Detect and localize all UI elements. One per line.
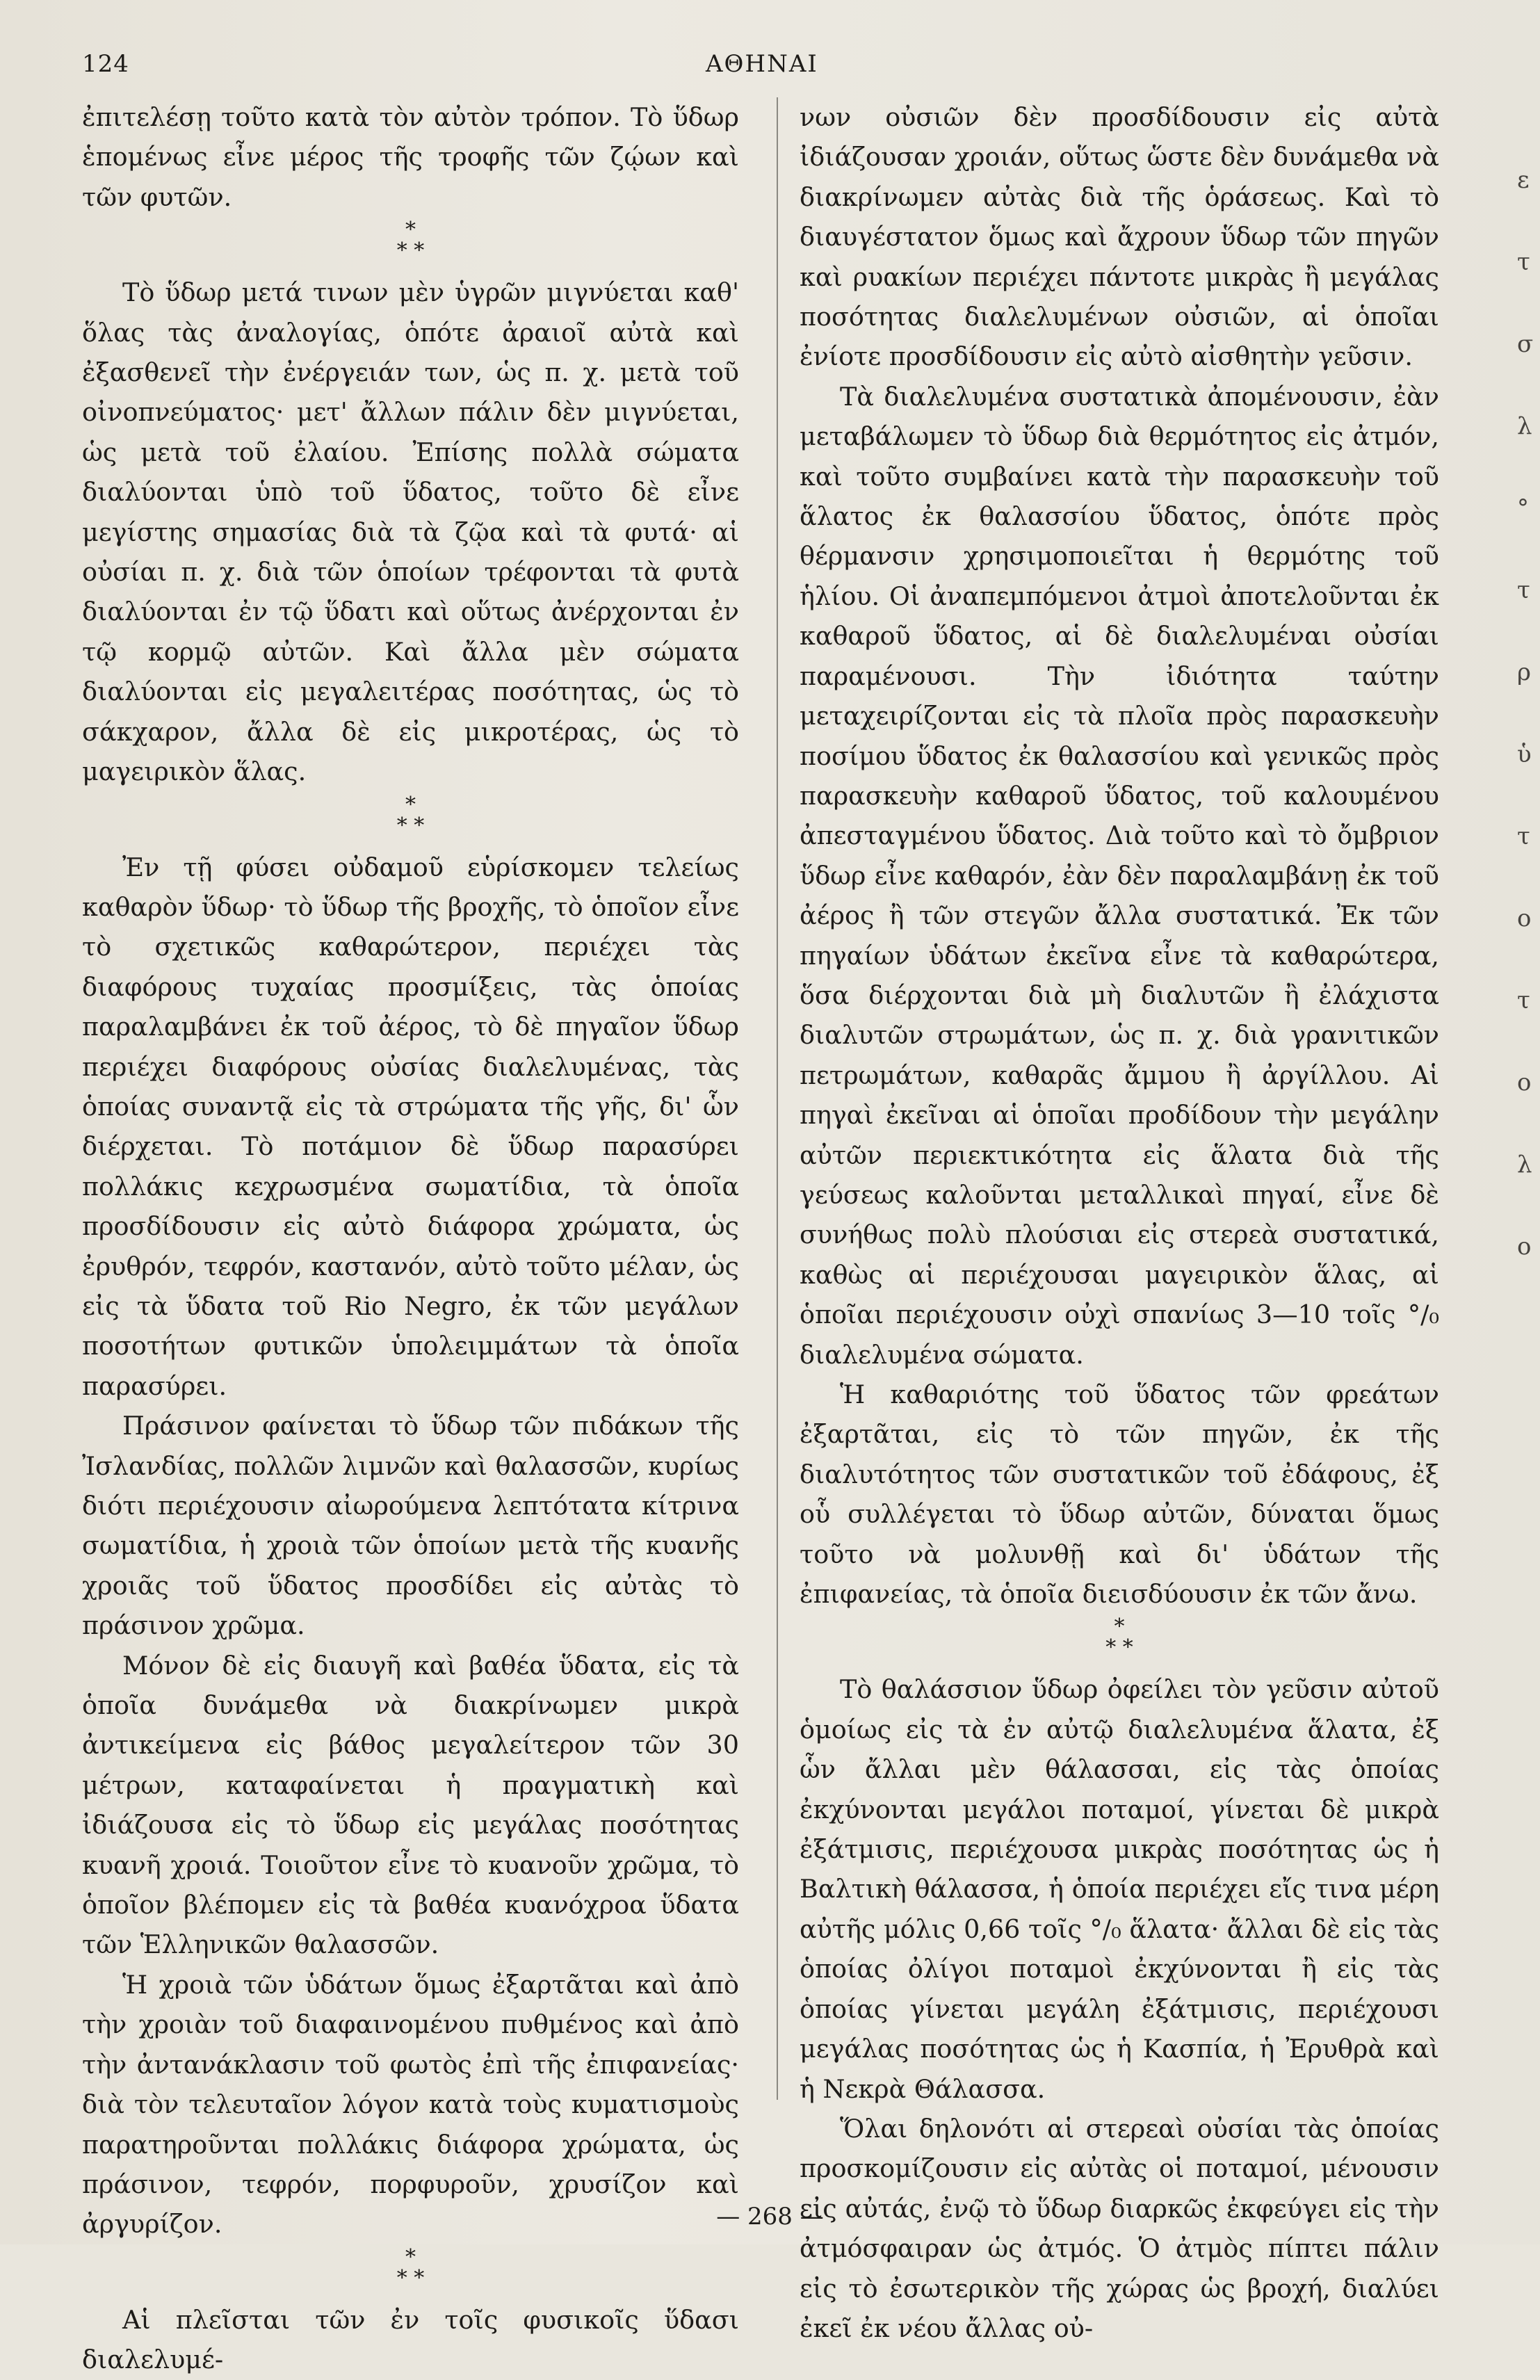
footer-page-number: — 268 — xyxy=(716,2203,824,2231)
paragraph: Ὅλαι δηλονότι αἱ στερεαὶ οὐσίαι τὰς ὁποίας προσκομίζουσιν εἰς αὐτὰς οἱ ποταμοί, μένουσιν εἰς αὐτάς, ἐνῷ τὸ ὕδωρ διαρκῶς ἐκφεύγει εἰς τὴν ἀτμόσφαιραν ὡς ἀτμός. Ὁ ἀτμὸς πίπτει πάλιν εἰς τὸ ἐσωτερικὸν τῆς χώρας ὡς βροχή, διαλύει ἐκεῖ ἐκ νέου ἄλλας οὐ- xyxy=(800,2113,1439,2343)
paragraph: Ἐν τῇ φύσει οὐδαμοῦ εὑρίσκομεν τελείως καθαρὸν ὕδωρ· τὸ ὕδωρ τῆς βροχῆς, τὸ ὁποῖον εἶνε τὸ σχετικῶς καθαρώτερον, περιέχει τὰς διαφόρους τυχαίας προσμίξεις, τὰς ὁποίας παραλαμβάνει ἐκ τοῦ ἀέρος, τὸ δὲ πηγαῖον ὕδωρ περιέχει διαφόρους οὐσίας διαλελυμένας, τὰς ὁποίας συναντᾷ εἰς τὰ στρώματα τῆς γῆς, δι' ὧν διέρχεται. Τὸ ποτάμιον δὲ ὕδωρ παρασύρει πολλάκις κεχρωσμένα σωματίδια, τὰ ὁποῖα προσδίδουσιν εἰς αὐτὸ διάφορα χρώματα, ὡς ἐρυθρόν, τεφρόν, καστανόν, αὐτὸ τοῦτο μέλαν, ὡς εἰς τὰ ὕδατα τοῦ Rio Negro, ἐκ τῶν μεγάλων ποσοτήτων φυτικῶν ὑπολειμμάτων τὰ ὁποῖα παρασύρει. xyxy=(82,852,739,1401)
edge-letter: ° xyxy=(1517,494,1529,522)
edge-letter: ὑ xyxy=(1517,740,1532,768)
paragraph: Ἡ χροιὰ τῶν ὑδάτων ὅμως ἐξαρτᾶται καὶ ἀπὸ τὴν χροιὰν τοῦ διαφαινομένου πυθμένος καὶ ἀπὸ τὴν ἀντανάκλασιν τοῦ φωτὸς ἐπὶ τῆς ἐπιφανείας· διὰ τὸν τελευταῖον λόγον κατὰ τοὺς κυματισμοὺς παρατηροῦνται πολλάκις διάφορα χρώματα, ὡς πράσινον, τεφρόν, πορφυροῦν, χρυσίζον καὶ ἀργυρίζον. xyxy=(82,1969,739,2240)
edge-letter: τ xyxy=(1517,576,1530,604)
edge-letter: ο xyxy=(1517,905,1532,932)
edge-letter: ο xyxy=(1517,1069,1532,1096)
paragraph: Ἡ καθαριότης τοῦ ὕδατος τῶν φρεάτων ἐξαρτᾶται, εἰς τὸ τῶν πηγῶν, ἐκ τῆς διαλυτότητος τῶν συστατικῶν τοῦ ἐδάφους, ἐξ οὗ συλλέγεται τὸ ὕδωρ αὐτῶν, δύναται ὅμως τοῦτο νὰ μολυνθῇ καὶ δι' ὑδάτων τῆς ἐπιφανείας, τὰ ὁποῖα διεισδύουσιν ἐκ τῶν ἄνω. xyxy=(800,1379,1439,1610)
left-column xyxy=(82,97,739,2380)
section-separator: * * * xyxy=(1105,1614,1133,1660)
header-page-number: 124 xyxy=(82,50,129,78)
section-separator: * * * xyxy=(396,2244,425,2290)
paragraph: Αἱ πλεῖσται τῶν ἐν τοῖς φυσικοῖς ὕδασι διαλελυμέ- xyxy=(82,2304,739,2375)
section-separator: * * * xyxy=(396,218,425,264)
edge-letter: ε xyxy=(1517,166,1530,194)
paragraph: Τὰ διαλελυμένα συστατικὰ ἀπομένουσιν, ἐὰν μεταβάλωμεν τὸ ὕδωρ διὰ θερμότητος εἰς ἀτμόν, καὶ τοῦτο συμβαίνει κατὰ τὴν παρασκευὴν τοῦ ἅλατος ἐκ θαλασσίου ὕδατος, ὁπότε πρὸς θέρμανσιν χρησιμοποιεῖται ἡ θερμότης τοῦ ἡλίου. Οἱ ἀναπεμπόμενοι ἀτμοὶ ἀποτελοῦνται ἐκ καθαροῦ ὕδατος, αἱ δὲ διαλελυμέναι οὐσίαι παραμένουσι. Τὴν ἰδιότητα ταύτην μεταχειρίζονται εἰς τὰ πλοῖα πρὸς παρασκευὴν ποσίμου ὕδατος ἐκ θαλασσίου καὶ γενικῶς πρὸς παρασκευὴν καθαροῦ ὕδατος, τοῦ καλουμένου ἀπεσταγμένου ὕδατος. Διὰ τοῦτο καὶ τὸ ὄμβριον ὕδωρ εἶνε καθαρόν, ἐὰν δὲν παραλαμβάνῃ ἐκ τοῦ ἀέρος ἢ τῶν στεγῶν ἄλλα συστατικά. Ἐκ τῶν πηγαίων ὑδάτων ἐκεῖνα εἶνε τὰ καθαρώτερα, ὅσα διέρχονται διὰ μὴ διαλυτῶν ἢ ἐλάχιστα διαλυτῶν στρωμάτων, ὡς π. χ. διὰ γρανιτικῶν πετρωμάτων, καθαρᾶς ἄμμου ἢ ἀργίλλου. Αἱ πηγαὶ ἐκεῖναι αἱ ὁποῖαι προδίδουν τὴν μεγάλην αὐτῶν περιεκτικότητα εἰς ἅλατα διὰ τῆς γεύσεως καλοῦνται μεταλλικαὶ πηγαί, εἶνε δὲ συνήθως πολὺ πλούσιαι εἰς στερεὰ συστατικά, καθὼς αἱ περιέχουσαι μαγειρικὸν ἅλας, αἱ ὁποῖαι περιέχουσιν οὐχὶ σπανίως 3—10 τοῖς °/₀ διαλελυμένα σώματα. xyxy=(800,381,1439,1370)
paragraph: Τὸ θαλάσσιον ὕδωρ ὀφείλει τὸν γεῦσιν αὐτοῦ ὁμοίως εἰς τὰ ἐν αὐτῷ διαλελυμένα ἅλατα, ἐξ ὧν ἄλλαι μὲν θάλασσαι, εἰς τὰς ὁποίας ἐκχύνονται μεγάλοι ποταμοί, γίνεται δὲ μικρὰ ἐξάτμισις, περιέχουσα μικρὰς ποσότητας ὡς ἡ Βαλτικὴ θάλασσα, ἡ ὁποία περιέχει εἴς τινα μέρη αὐτῆς μόλις 0,66 τοῖς °/₀ ἅλατα· ἄλλαι δὲ εἰς τὰς ὁποίας ὀλίγοι ποταμοὶ ἐκχύνονται ἢ εἰς τὰς ὁποίας γίνεται μεγάλη ἐξάτμισις, περιέχουσι μεγάλας ποσότητας ὡς ἡ Κασπία, ἡ Ἐρυθρὰ καὶ ἡ Νεκρὰ Θάλασσα. xyxy=(800,1674,1439,2104)
edge-letter: λ xyxy=(1517,1151,1532,1179)
paragraph: Πράσινον φαίνεται τὸ ὕδωρ τῶν πιδάκων τῆς Ἰσλανδίας, πολλῶν λιμνῶν καὶ θαλασσῶν, κυρίως διότι περιέχουσιν αἰωρούμενα λεπτότατα κίτρινα σωματίδια, ἡ χροιὰ τῶν ὁποίων μετὰ τῆς κυανῆς χροιᾶς τοῦ ὕδατος προσδίδει εἰς αὐτὰς τὸ πράσινον χρῶμα. xyxy=(82,1411,739,1641)
paragraph: Μόνον δὲ εἰς διαυγῆ καὶ βαθέα ὕδατα, εἰς τὰ ὁποῖα δυνάμεθα νὰ διακρίνωμεν μικρὰ ἀντικείμενα εἰς βάθος μεγαλείτερον τῶν 30 μέτρων, καταφαίνεται ἡ πραγματικὴ καὶ ἰδιάζουσα εἰς τὸ ὕδωρ εἰς μεγάλας ποσότητας κυανῆ χροιά. Τοιοῦτον εἶνε τὸ κυανοῦν χρῶμα, τὸ ὁποῖον βλέπομεν εἰς τὰ βαθέα κυανόχροα ὕδατα τῶν Ἑλληνικῶν θαλασσῶν. xyxy=(82,1650,739,1960)
edge-letter: τ xyxy=(1517,248,1530,276)
paragraph: νων οὐσιῶν δὲν προσδίδουσιν εἰς αὐτὰ ἰδιάζουσαν χροιάν, οὕτως ὥστε δὲν δυνάμεθα νὰ διακρίνωμεν αὐτὰς διὰ τῆς ὁράσεως. Καὶ τὸ διαυγέστατον ὅμως καὶ ἄχρουν ὕδωρ τῶν πηγῶν καὶ ρυακίων περιέχει πάντοτε μικρὰς ἢ μεγάλας ποσότητας διαλελυμένων οὐσιῶν, αἱ ὁποῖαι ἐνίοτε προσδίδουσιν εἰς αὐτὸ αἰσθητὴν γεῦσιν. xyxy=(800,102,1439,372)
edge-letter: ρ xyxy=(1517,658,1531,686)
paragraph: ἐπιτελέσῃ τοῦτο κατὰ τὸν αὐτὸν τρόπον. Τὸ ὕδωρ ἑπομένως εἶνε μέρος τῆς τροφῆς τῶν ζῴων καὶ τῶν φυτῶν. xyxy=(82,102,739,212)
column-divider xyxy=(777,97,778,2100)
running-title: ΑΘΗΝΑΙ xyxy=(706,50,818,78)
edge-letter: λ xyxy=(1517,412,1532,440)
paragraph: Τὸ ὕδωρ μετά τινων μὲν ὑγρῶν μιγνύεται καθ' ὅλας τὰς ἀναλογίας, ὁπότε ἀραιοῖ αὐτὰ καὶ ἐξασθενεῖ τὴν ἐνέργειάν των, ὡς π. χ. μετὰ τοῦ οἰνοπνεύματος· μετ' ἄλλων πάλιν δὲν μιγνύεται, ὡς μετὰ τοῦ ἐλαίου. Ἐπίσης πολλὰ σώματα διαλύονται ὑπὸ τοῦ ὕδατος, τοῦτο δὲ εἶνε μεγίστης σημασίας διὰ τὰ ζῷα καὶ τὰ φυτά· αἱ οὐσίαι π. χ. διὰ τῶν ὁποίων τρέφονται τὰ φυτὰ διαλύονται ἐν τῷ ὕδατι καὶ οὕτως ἀνέρχονται ἐν τῷ κορμῷ αὐτῶν. Καὶ ἄλλα μὲν σώματα διαλύονται εἰς μεγαλειτέρας ποσότητας, ὡς τὸ σάκχαρον, ἄλλα δὲ εἰς μικροτέρας, ὡς τὸ μαγειρικὸν ἅλας. xyxy=(82,277,739,787)
section-separator: * * * xyxy=(396,792,425,838)
facing-page-edge xyxy=(1517,139,1538,1288)
right-column xyxy=(800,97,1439,2348)
edge-letter: τ xyxy=(1517,823,1530,850)
edge-letter: ο xyxy=(1517,1233,1532,1261)
edge-letter: τ xyxy=(1517,987,1530,1014)
edge-letter: σ xyxy=(1517,330,1534,358)
page-header xyxy=(0,50,1540,85)
